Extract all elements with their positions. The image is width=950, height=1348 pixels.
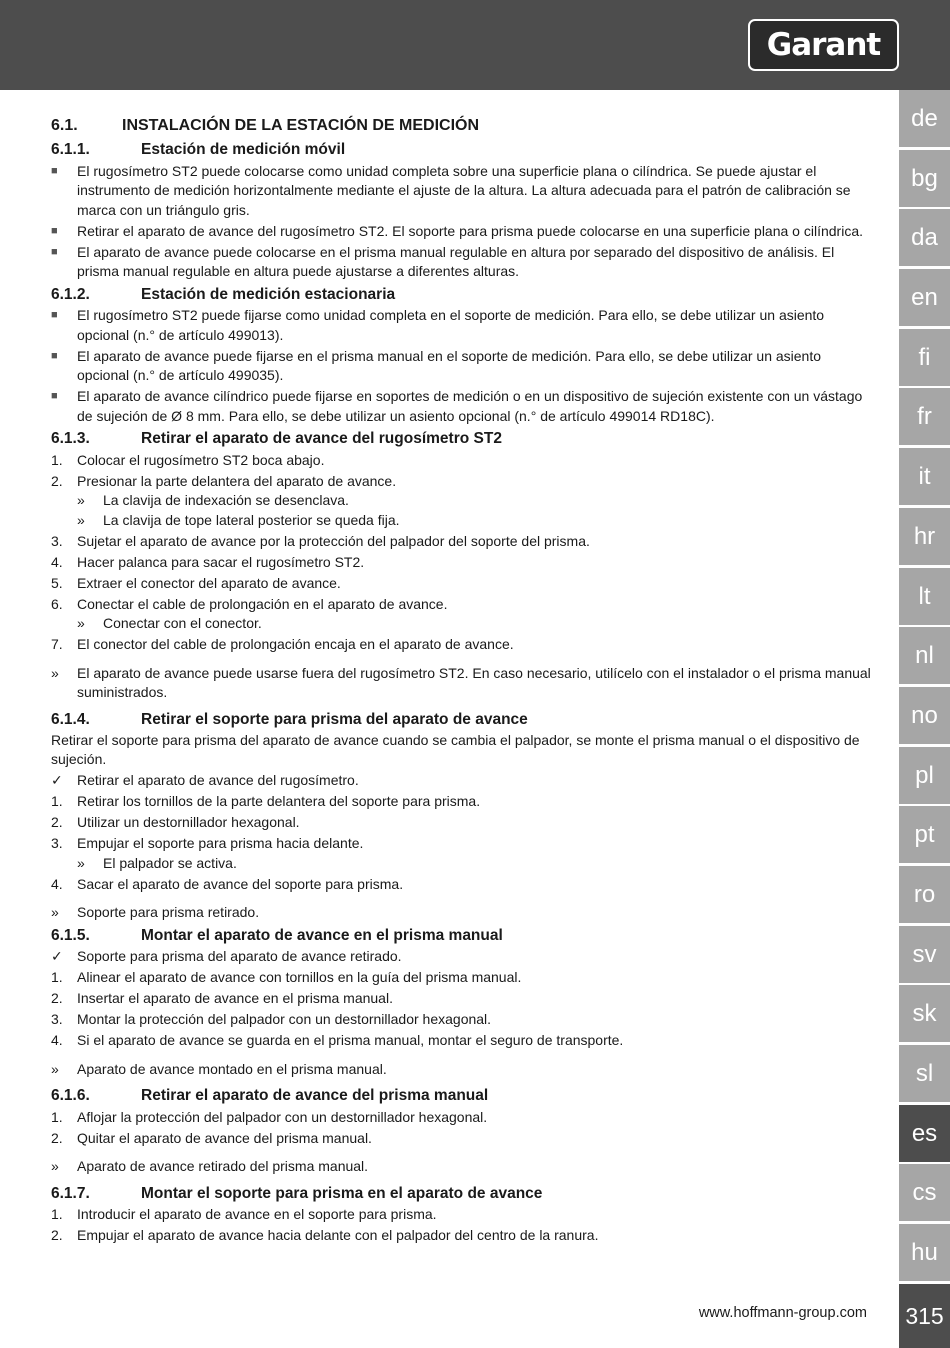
document-body [51,115,871,1246]
section-result: » Aparato de avance montado en el prisma manual. [51,1060,871,1080]
section-number: 6.1. [51,117,78,134]
step-item: 1. Aflojar la protección del palpador con un destornillador hexagonal. [51,1108,488,1125]
square-bullet-icon: ■ [51,349,58,362]
step-result: » La clavija de indexación se desenclava. [77,491,871,511]
result-arrow-icon: » [77,615,85,631]
subsection-number: 6.1.7. [51,1184,90,1202]
result-arrow-icon: » [77,492,85,508]
step-result: » La clavija de tope lateral posterior se queda fija. [77,511,871,531]
section-result: » Soporte para prisma retirado. [51,903,871,923]
step-item: 2. Quitar el aparato de avance del prisma manual. [51,1129,372,1146]
square-bullet-icon: ■ [51,164,58,177]
section-intro: Retirar el soporte para prisma del aparato de avance cuando se cambia el palpador, se monte el prisma manual o el dispositivo de sujeción. [51,731,860,767]
step-item: 2. Empujar el aparato de avance hacia delante con el palpador del centro de la ranura. [51,1227,599,1243]
subsection-heading-6-1-7 [51,1183,871,1204]
result-arrow-icon: » [51,1060,59,1077]
language-tab-pl[interactable]: pl [899,747,950,804]
step-item: 1. Colocar el rugosímetro ST2 boca abajo. [51,451,325,468]
language-tab-bg[interactable]: bg [899,150,950,207]
step-item: 4. Sacar el aparato de avance del soporte para prisma. [51,875,404,892]
prerequisite: ✓ Retirar el aparato de avance del rugosímetro. [51,771,871,791]
subsection-number: 6.1.1. [51,141,90,158]
step-item: 1. Introducir el aparato de avance en el soporte para prisma. [51,1206,437,1222]
language-tab-hu[interactable]: hu [899,1224,950,1281]
language-sidebar [899,90,950,1284]
garant-logo: Garant [748,19,899,71]
language-tab-nl[interactable]: nl [899,627,950,684]
step-item: 2. Utilizar un destornillador hexagonal. [51,814,300,830]
prerequisite: ✓ Soporte para prisma del aparato de avance retirado. [51,947,871,967]
section-result: » Aparato de avance retirado del prisma manual. [51,1157,871,1177]
subsection-title: Retirar el aparato de avance del rugosímetro ST2 [141,430,502,447]
section-result: » El aparato de avance puede usarse fuera del rugosímetro ST2. En caso necesario, utilícelo con el instalador o el prisma manual suministrados. [51,664,871,703]
step-item: 6. Conectar el cable de prolongación en el aparato de avance. [51,595,448,612]
step-item: 3. Sujetar el aparato de avance por la protección del palpador del soporte del prisma. [51,532,590,549]
result-arrow-icon: » [51,904,59,920]
language-tab-sk[interactable]: sk [899,985,950,1042]
subsection-title: Estación de medición estacionaria [141,285,396,303]
language-tab-es[interactable]: es [899,1105,950,1162]
language-tab-fi[interactable]: fi [899,329,950,386]
subsection-heading-6-1-2 [51,284,871,305]
subsection-number: 6.1.6. [51,1087,90,1104]
list-item: ■ El rugosímetro ST2 puede fijarse como unidad completa en el soporte de medición. Para ello, se debe utilizar un asiento opcional (n.° de artículo 499013). [51,306,871,345]
language-tab-pt[interactable]: pt [899,806,950,863]
list-item: ■ El rugosímetro ST2 puede colocarse como unidad completa sobre una superficie plana o cilíndrica. Se puede ajustar el instrumento de medición horizontalmente mediante el ajuste de la altura. La altura adecuada para el patrón de calibración se marca con un triángulo gris. [51,162,871,221]
language-tab-de[interactable]: de [899,90,950,147]
language-tab-no[interactable]: no [899,687,950,744]
checkmark-icon: ✓ [51,948,63,964]
step-item: 2. Insertar el aparato de avance en el prisma manual. [51,990,393,1006]
section-heading-6-1 [51,115,871,137]
square-bullet-icon: ■ [51,224,58,237]
result-arrow-icon: » [77,854,85,871]
page-number: 315 [899,1284,950,1348]
footer-website-link[interactable]: www.hoffmann-group.com [698,1305,867,1321]
subsection-number: 6.1.3. [51,430,90,447]
square-bullet-icon: ■ [51,245,58,258]
page-header [0,0,950,90]
list-item: ■ El aparato de avance puede fijarse en el prisma manual en el soporte de medición. Para ello, se debe utilizar un asiento opcional (n.° de artículo 499035). [51,347,871,386]
square-bullet-icon: ■ [51,390,58,402]
step-item: 3. Montar la protección del palpador con un destornillador hexagonal. [51,1011,492,1027]
subsection-title: Retirar el aparato de avance del prisma manual [141,1087,489,1104]
step-item: 3. Empujar el soporte para prisma hacia delante. [51,835,364,851]
step-item: 4. Hacer palanca para sacar el rugosímetro ST2. [51,553,365,570]
result-arrow-icon: » [77,511,85,528]
square-bullet-icon: ■ [51,309,58,321]
subsection-heading-6-1-3 [51,428,871,449]
list-item: ■ El aparato de avance puede colocarse en el prisma manual regulable en altura por separado del dispositivo de análisis. El prisma manual regulable en altura puede ajustarse a diferentes alturas. [51,243,871,282]
step-result: » El palpador se activa. [77,854,871,874]
subsection-heading-6-1-4 [51,709,871,730]
language-tab-lt[interactable]: lt [899,568,950,625]
step-item: 1. Retirar los tornillos de la parte delantera del soporte para prisma. [51,793,481,809]
step-item: 7. El conector del cable de prolongación encaja en el aparato de avance. [51,636,514,652]
subsection-title: Retirar el soporte para prisma del aparato de avance [141,710,528,728]
subsection-heading-6-1-5 [51,925,871,946]
subsection-title: Estación de medición móvil [141,141,346,158]
language-tab-it[interactable]: it [899,448,950,505]
result-arrow-icon: » [51,1158,59,1174]
language-tab-cs[interactable]: cs [899,1164,950,1221]
language-tab-ro[interactable]: ro [899,866,950,923]
subsection-number: 6.1.5. [51,926,90,944]
language-tab-da[interactable]: da [899,209,950,266]
subsection-heading-6-1-1 [51,139,871,160]
step-item: 1. Alinear el aparato de avance con tornillos en la guía del prisma manual. [51,969,522,985]
step-item: 5. Extraer el conector del aparato de avance. [51,574,341,591]
language-tab-hr[interactable]: hr [899,508,950,565]
section-title: INSTALACIÓN DE LA ESTACIÓN DE MEDICIÓN [122,117,480,134]
subsection-heading-6-1-6 [51,1085,871,1106]
step-result: » Conectar con el conector. [77,614,871,634]
language-tab-en[interactable]: en [899,269,950,326]
language-tab-fr[interactable]: fr [899,388,950,445]
language-tab-sv[interactable]: sv [899,926,950,983]
subsection-title: Montar el soporte para prisma en el aparato de avance [141,1184,543,1202]
step-item: 2. Presionar la parte delantera del aparato de avance. [51,472,397,489]
step-item: 4. Si el aparato de avance se guarda en el prisma manual, montar el seguro de transporte. [51,1032,624,1048]
list-item: ■ El aparato de avance cilíndrico puede fijarse en soportes de medición o en un dispositivo de sujeción existente con un vástago de sujeción de Ø 8 mm. Para ello, se debe utilizar un asiento opcional (n.° de artículo 499014 RD18C). [51,387,871,426]
list-item: ■ Retirar el aparato de avance del rugosímetro ST2. El soporte para prisma puede colocarse en una superficie plana o cilíndrica. [51,222,871,242]
language-tab-sl[interactable]: sl [899,1045,950,1102]
subsection-number: 6.1.4. [51,710,90,728]
subsection-title: Montar el aparato de avance en el prisma manual [141,926,503,944]
subsection-number: 6.1.2. [51,285,90,303]
checkmark-icon: ✓ [51,772,63,788]
result-arrow-icon: » [51,664,59,681]
